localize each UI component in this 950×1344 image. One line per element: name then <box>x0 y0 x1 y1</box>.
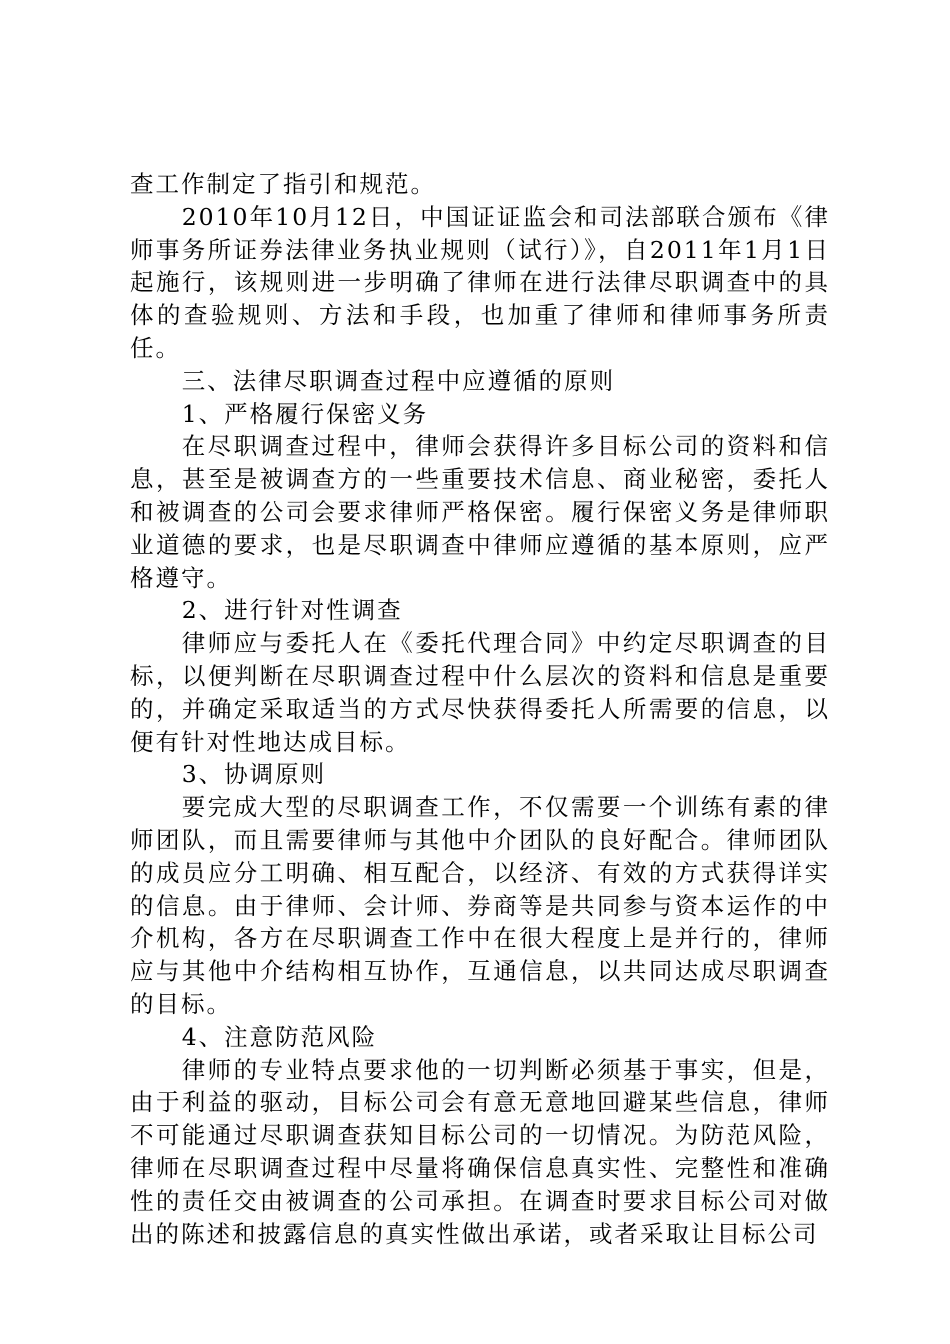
subheading-targeted-investigation: 2、进行针对性调查 <box>181 596 403 625</box>
paragraph-risk-prevention: 律师的专业特点要求他的一切判断必须基于事实，但是，由于利益的驱动，目标公司会有意无意地回避某些信息，律师不可能通过尽职调查获知目标公司的一切情况。为防范风险，律师在尽职调查过程中尽量将确保信息真实性、完整性和准确性的责任交由被调查的公司承担。在调查时要求目标公司对做出的陈述和披露信息的真实性做出承诺，或者采取让目标公司 <box>130 1055 830 1248</box>
subheading-coordination: 3、协调原则 <box>181 760 327 789</box>
paragraph-confidentiality: 在尽职调查过程中，律师会获得许多目标公司的资料和信息，甚至是被调查方的一些重要技术信息、商业秘密，委托人和被调查的公司会要求律师严格保密。履行保密义务是律师职业道德的要求，也是尽职调查中律师应遵循的基本原则，应严格遵守。 <box>130 432 830 592</box>
subheading-confidentiality: 1、严格履行保密义务 <box>181 399 429 428</box>
subheading-risk-prevention: 4、注意防范风险 <box>181 1022 378 1051</box>
paragraph-regulation: 2010年10月12日，中国证证监会和司法部联合颁布《律师事务所证券法律业务执业规则（试行）》，自2011年1月1日起施行，该规则进一步明确了律师在进行法律尽职调查中的具体的查验规则、方法和手段，也加重了律师和律师事务所责任。 <box>130 202 830 362</box>
paragraph-continuation: 查工作制定了指引和规范。 <box>130 170 436 198</box>
paragraph-targeted-investigation: 律师应与委托人在《委托代理合同》中约定尽职调查的目标，以便判断在尽职调查过程中什么层次的资料和信息是重要的，并确定采取适当的方式尽快获得委托人所需要的信息，以便有针对性地达成目标。 <box>130 629 830 756</box>
document-page <box>130 168 830 1250</box>
paragraph-coordination: 要完成大型的尽职调查工作，不仅需要一个训练有素的律师团队，而且需要律师与其他中介团队的良好配合。律师团队的成员应分工明确、相互配合，以经济、有效的方式获得详实的信息。由于律师、会计师、券商等是共同参与资本运作的中介机构，各方在尽职调查工作中在很大程度上是并行的，律师应与其他中介结构相互协作，互通信息，以共同达成尽职调查的目标。 <box>130 793 830 1018</box>
section-heading-principles: 三、法律尽职调查过程中应遵循的原则 <box>181 366 616 395</box>
